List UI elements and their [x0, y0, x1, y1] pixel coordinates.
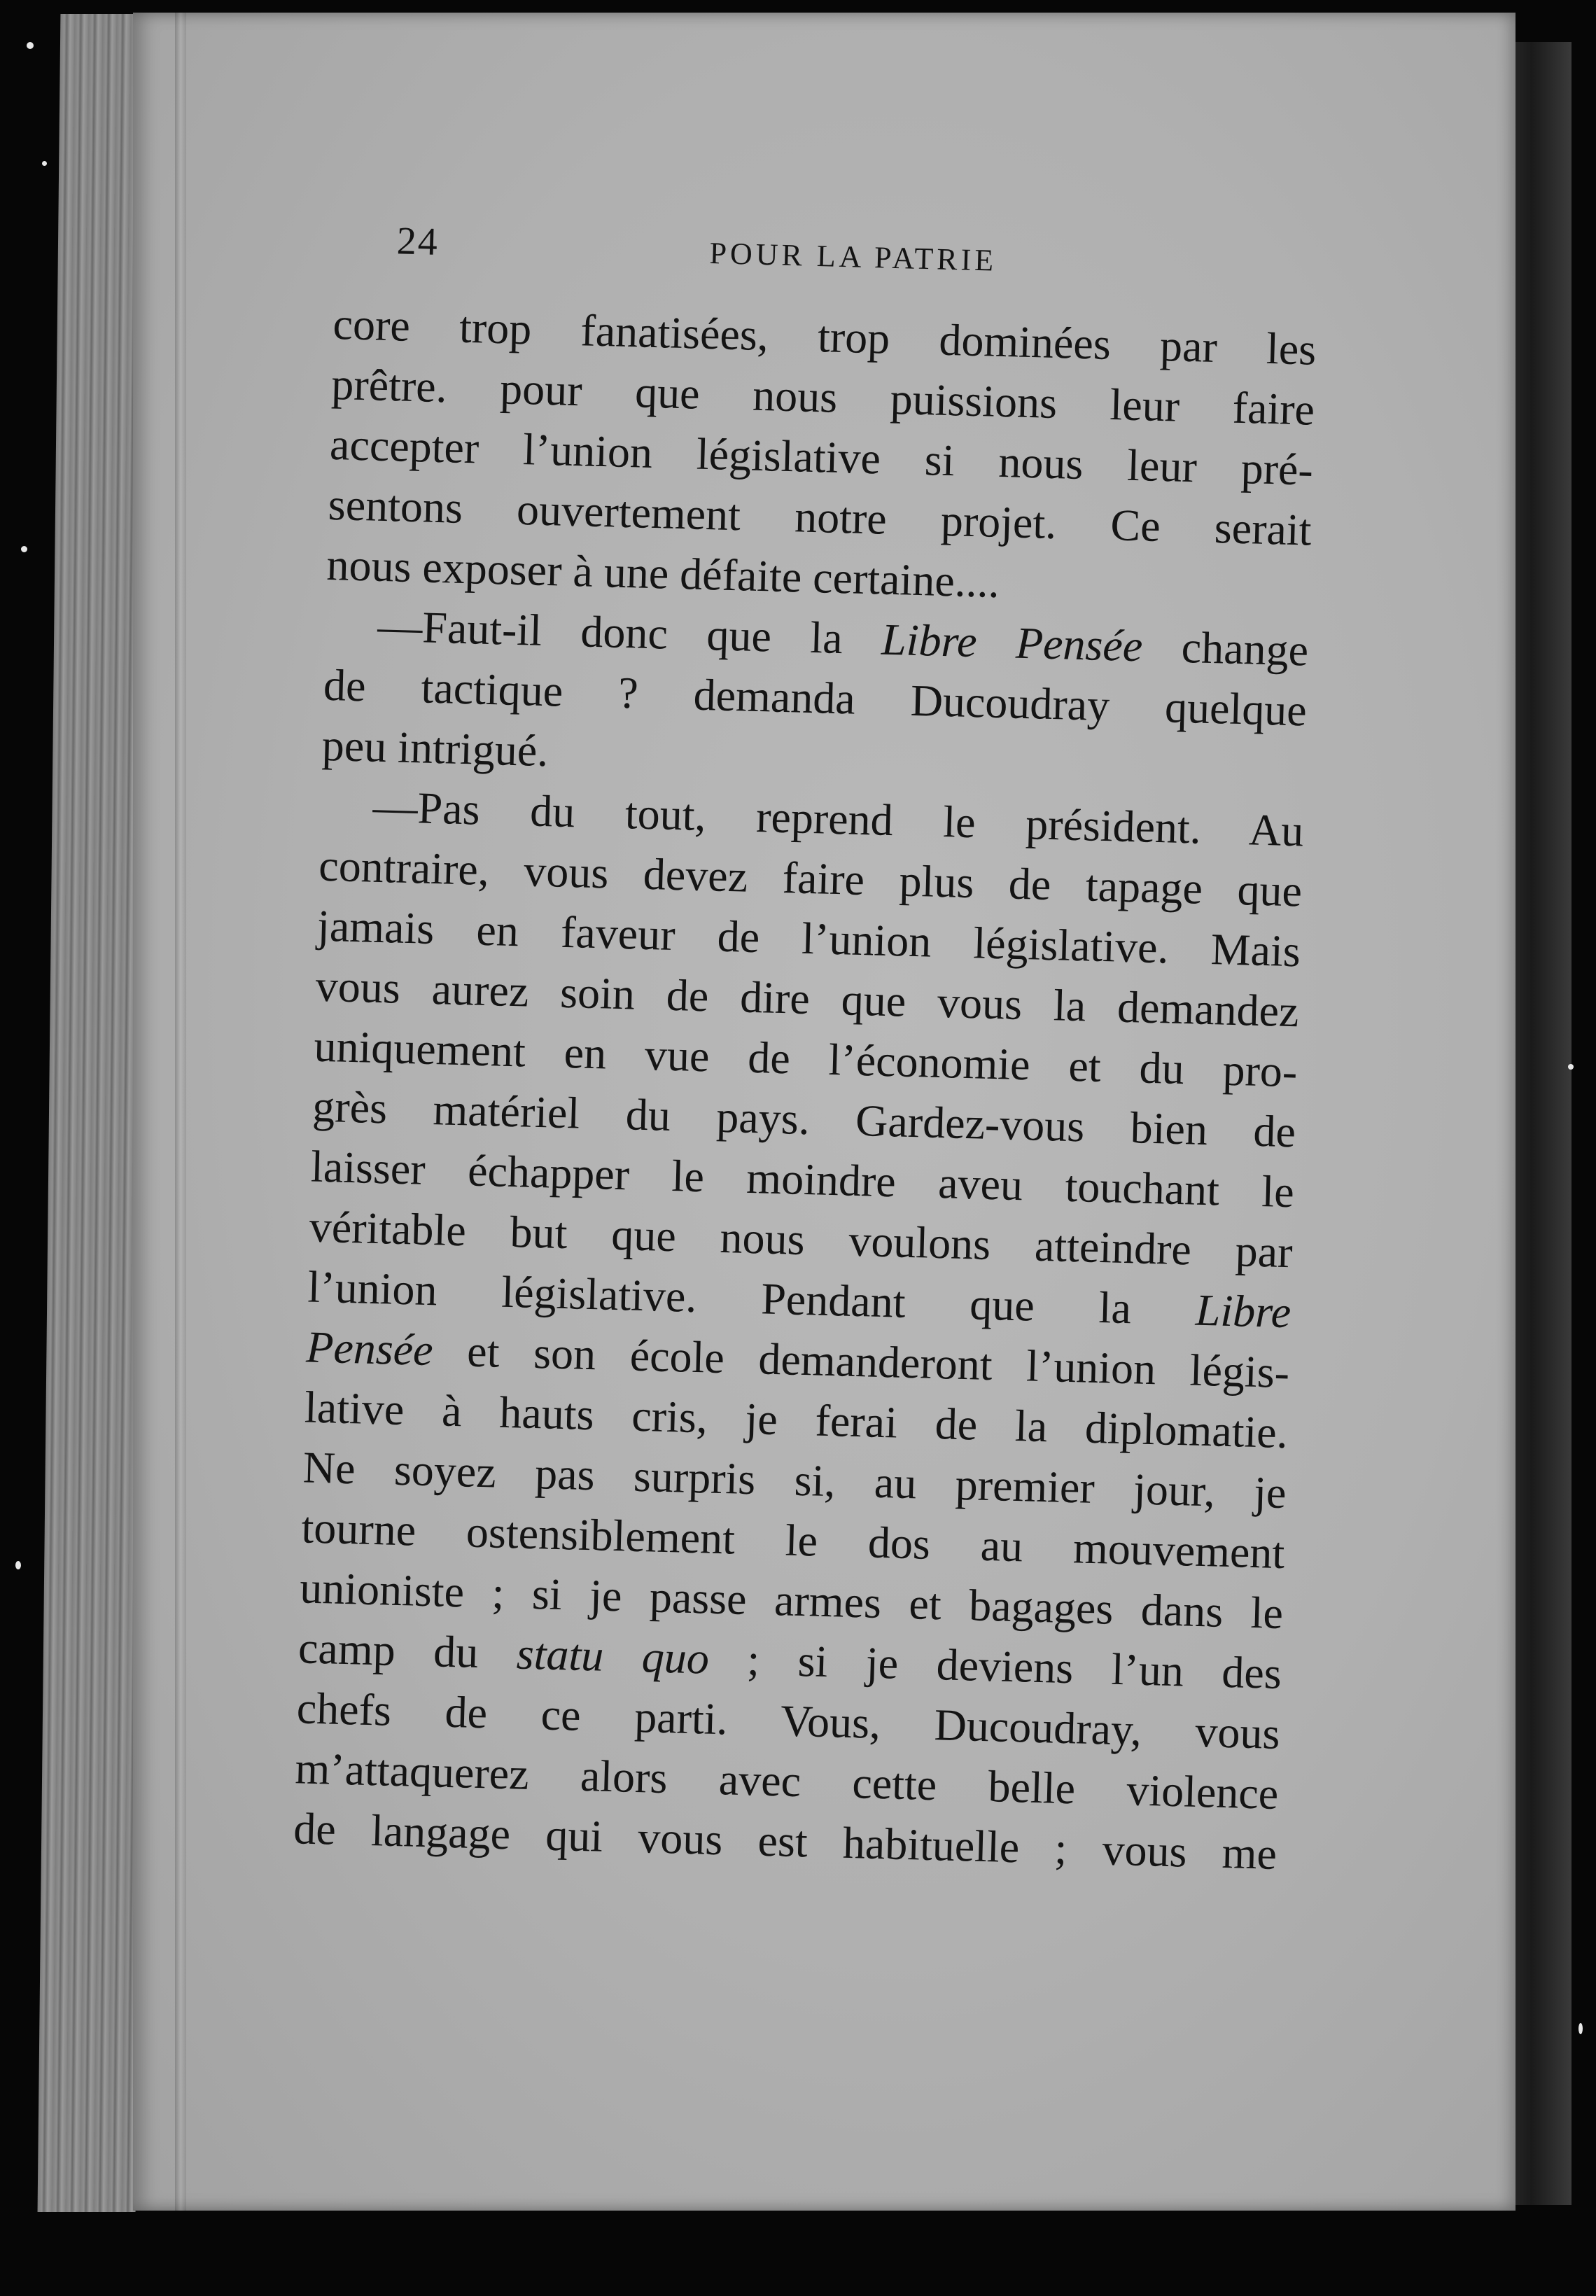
text-segment: Ne soyez pas surpris si, au premier jour, je	[302, 1442, 1287, 1518]
dust-speck	[1578, 2023, 1583, 2034]
text-segment: unioniste ; si je passe armes et bagages dans le	[299, 1562, 1284, 1639]
text-segment: de tactique ? demanda Ducoudray quelque	[323, 659, 1308, 736]
text-segment: contraire, vous devez faire plus de tapage que	[318, 840, 1303, 916]
text-segment: jamais en faveur de l’union législative. Mais	[316, 900, 1301, 976]
italic-text: Libre	[1195, 1284, 1292, 1338]
text-segment: laisser échapper le moindre aveu touchant le	[310, 1141, 1295, 1217]
italic-text: Pensée	[305, 1322, 434, 1376]
text-segment: accepter l’union législative si nous leur pré-	[329, 419, 1314, 495]
text-segment: core trop fanatisées, trop dominées par les	[332, 298, 1317, 374]
italic-text: statu quo	[515, 1628, 710, 1684]
text-segment: —Pas du tout, reprend le président. Au	[372, 781, 1305, 856]
text-segment: grès matériel du pays. Gardez-vous bien de	[312, 1081, 1296, 1157]
text-segment: tourne ostensiblement le dos au mouvement	[300, 1502, 1286, 1578]
text-segment: chefs de ce parti. Vous, Ducoudray, vous	[296, 1683, 1281, 1759]
text-segment: sentons ouvertement notre projet. Ce serait	[328, 479, 1312, 555]
text-segment: lative à hauts cris, je ferai de la diplomatie.	[304, 1382, 1289, 1458]
text-segment: uniquement en vue de l’économie et du pro-	[313, 1021, 1298, 1097]
dust-speck	[27, 42, 34, 49]
text-segment: et son école demanderont l’union légis-	[432, 1325, 1290, 1398]
text-segment: —Faut-il donc que la	[377, 601, 883, 664]
italic-text: Libre Pensée	[881, 614, 1144, 671]
dust-speck	[1568, 1064, 1574, 1070]
page-gutter-shadow	[175, 13, 186, 2211]
text-segment: peu intrigué.	[321, 720, 550, 776]
text-segment: véritable but que nous voulons atteindre par	[309, 1201, 1294, 1278]
text-segment: vous aurez soin de dire que vous la demandez	[315, 960, 1300, 1037]
dust-speck	[15, 1561, 21, 1569]
text-segment: camp du	[298, 1623, 517, 1679]
body-text	[293, 294, 1369, 1886]
text-segment: l’union législative. Pendant que la	[307, 1261, 1196, 1335]
page-number: 24	[396, 219, 440, 264]
text-segment: nous exposer à une défaite certaine....	[326, 539, 1000, 607]
dust-speck	[42, 161, 47, 166]
text-segment: de langage qui vous est habituelle ; vous me	[293, 1803, 1278, 1879]
running-title: POUR LA PATRIE	[708, 235, 997, 278]
text-segment: change	[1142, 621, 1309, 676]
text-segment: ; si je deviens l’un des	[708, 1633, 1282, 1699]
text-segment: m’attaquerez alors avec cette belle violence	[294, 1743, 1280, 1819]
text-segment: prêtre. pour que nous puissions leur faire	[330, 358, 1315, 435]
page-text-block	[293, 210, 1371, 1886]
dust-speck	[21, 546, 27, 552]
